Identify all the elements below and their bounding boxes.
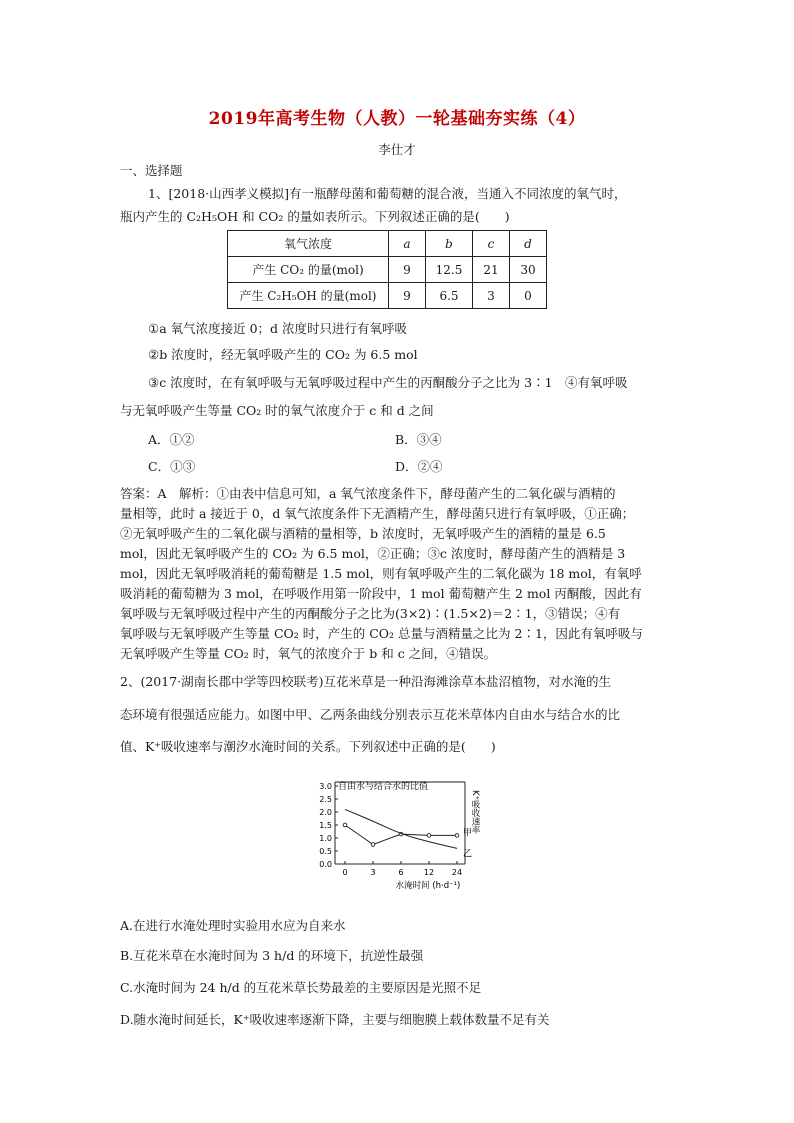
series-line-2 [345, 809, 457, 848]
table-cell: 氧气浓度 [228, 231, 389, 257]
table-cell: 30 [510, 257, 547, 283]
q1-statement-3-cont: 与无氧呼吸产生等量 CO₂ 时的氧气浓度介于 c 和 d 之间 [120, 403, 434, 418]
table-cell: 产生 CO₂ 的量(mol) [228, 257, 389, 283]
series-point [343, 823, 347, 827]
author-name: 李仕才 [378, 142, 416, 157]
x-tick-label: 6 [398, 868, 404, 877]
table-cell: b [426, 231, 473, 257]
q2-option-d: D.随水淹时间延长，K⁺吸收速率逐渐下降，主要与细胞膜上载体数量不足有关 [120, 1012, 550, 1027]
q1-answer-line: 无氧呼吸产生等量 CO₂ 时，氧气的浓度介于 b 和 c 之间，④错误。 [120, 646, 497, 661]
q2-chart [305, 772, 495, 892]
q1-option-b: B．③④ [395, 432, 442, 447]
table-row [228, 257, 547, 283]
q1-statement-3: ③c 浓度时，在有氧呼吸与无氧呼吸过程中产生的丙酮酸分子之比为 3∶1 ④有氧呼吸 [148, 375, 628, 390]
y-tick-label: 2.0 [319, 808, 332, 817]
y-tick-label: 0.0 [319, 860, 332, 869]
q1-answer-line: 氧呼吸与无氧呼吸产生等量 CO₂ 时，产生的 CO₂ 总量与酒精量之比为 2∶1，因此有氧呼吸与 [120, 626, 643, 641]
table-cell: 产生 C₂H₅OH 的量(mol) [228, 283, 389, 309]
y-tick-label: 1.0 [319, 834, 332, 843]
page-title: 2019年高考生物（人教）一轮基础夯实练（4） [208, 109, 586, 129]
q2-stem-line3: 值、K⁺吸收速率与潮汐水淹时间的关系。下列叙述中正确的是( ) [120, 739, 496, 754]
table-cell: 21 [473, 257, 510, 283]
table-cell: a [389, 231, 426, 257]
series-point [371, 843, 375, 847]
q1-answer-line: mol，因此无氧呼吸消耗的葡萄糖是 1.5 mol，则有氧呼吸产生的二氧化碳为 18 mol，有氧呼 [120, 566, 642, 581]
q1-stem-line1: 1、[2018·山西孝义模拟]有一瓶酵母菌和葡萄糖的混合液，当通入不同浓度的氧气时， [148, 186, 627, 201]
q2-stem-line2: 态环境有很强适应能力。如图中甲、乙两条曲线分别表示互花米草体内自由水与结合水的比 [120, 707, 621, 722]
x-tick-label: 3 [370, 868, 376, 877]
q2-stem-line1: 2、(2017·湖南长郡中学等四校联考)互花米草是一种沿海滩涂草本盐沼植物，对水淹的生 [120, 674, 611, 689]
y-tick-label: 0.5 [319, 847, 332, 856]
table-cell: c [473, 231, 510, 257]
q1-option-a: A．①② [148, 432, 195, 447]
table-cell: d [510, 231, 547, 257]
q1-answer-line: 量相等，此时 a 接近于 0，d 氧气浓度条件下无酒精产生，酵母菌只进行有氧呼吸，①正确； [120, 506, 635, 521]
table-row [228, 231, 547, 257]
series-name-label: 甲 [463, 828, 473, 839]
table-row [228, 283, 547, 309]
y-tick-label: 2.5 [319, 795, 332, 804]
x-axis-label: 水淹时间 (h·d⁻¹) [395, 881, 461, 891]
q1-answer-line: mol，因此无氧呼吸产生的 CO₂ 为 6.5 mol，②正确；③c 浓度时，酵母菌产生的酒精是 3 [120, 546, 626, 561]
chart-title: 自由水与结合水的比值 [338, 782, 429, 792]
table-cell: 9 [389, 257, 426, 283]
table-cell: 9 [389, 283, 426, 309]
series-point [455, 834, 459, 838]
x-tick-label: 12 [423, 868, 435, 877]
table-cell: 0 [510, 283, 547, 309]
q2-option-b: B.互花米草在水淹时间为 3 h/d 的环境下，抗逆性最强 [120, 948, 424, 963]
q1-option-c: C．①③ [148, 459, 196, 474]
q1-answer-line: 吸消耗的葡萄糖为 3 mol，在呼吸作用第一阶段中，1 mol 葡萄糖产生 2 mol 丙酮酸，因此有 [120, 586, 642, 601]
x-tick-label: 24 [451, 868, 463, 877]
table-cell: 12.5 [426, 257, 473, 283]
y-tick-label: 3.0 [319, 782, 332, 791]
line-chart [305, 772, 495, 892]
x-tick-label: 0 [342, 868, 348, 877]
table-cell: 6.5 [426, 283, 473, 309]
y-tick-label: 1.5 [319, 821, 332, 830]
q1-option-d: D．②④ [395, 459, 443, 474]
q2-option-a: A.在进行水淹处理时实验用水应为自来水 [120, 918, 346, 933]
q2-option-c: C.水淹时间为 24 h/d 的互花米草长势最差的主要原因是光照不足 [120, 980, 482, 995]
q1-statement-2: ②b 浓度时，经无氧呼吸产生的 CO₂ 为 6.5 mol [148, 347, 418, 362]
q1-answer-line: ②无氧呼吸产生的二氧化碳与酒精的量相等，b 浓度时，无氧呼吸产生的酒精的量是 6.5 [120, 526, 606, 541]
q1-stem-line2: 瓶内产生的 C₂H₅OH 和 CO₂ 的量如表所示。下列叙述正确的是( ) [120, 209, 510, 224]
series-name-label: 乙 [463, 849, 473, 860]
q1-answer-line: 答案：A 解析：①由表中信息可知，a 氧气浓度条件下，酵母菌产生的二氧化碳与酒精的 [120, 486, 616, 501]
y-axis-label-right: K⁺吸收速率 [470, 790, 480, 835]
table-cell: 3 [473, 283, 510, 309]
q1-answer-line: 氧呼吸与无氧呼吸过程中产生的丙酮酸分子之比为(3×2)∶(1.5×2)＝2∶1，③错误；④有 [120, 606, 621, 621]
section-heading: 一、选择题 [120, 163, 183, 178]
q1-statement-1: ①a 氧气浓度接近 0；d 浓度时只进行有氧呼吸 [148, 321, 408, 336]
q1-data-table [227, 230, 547, 309]
series-point [427, 834, 431, 838]
